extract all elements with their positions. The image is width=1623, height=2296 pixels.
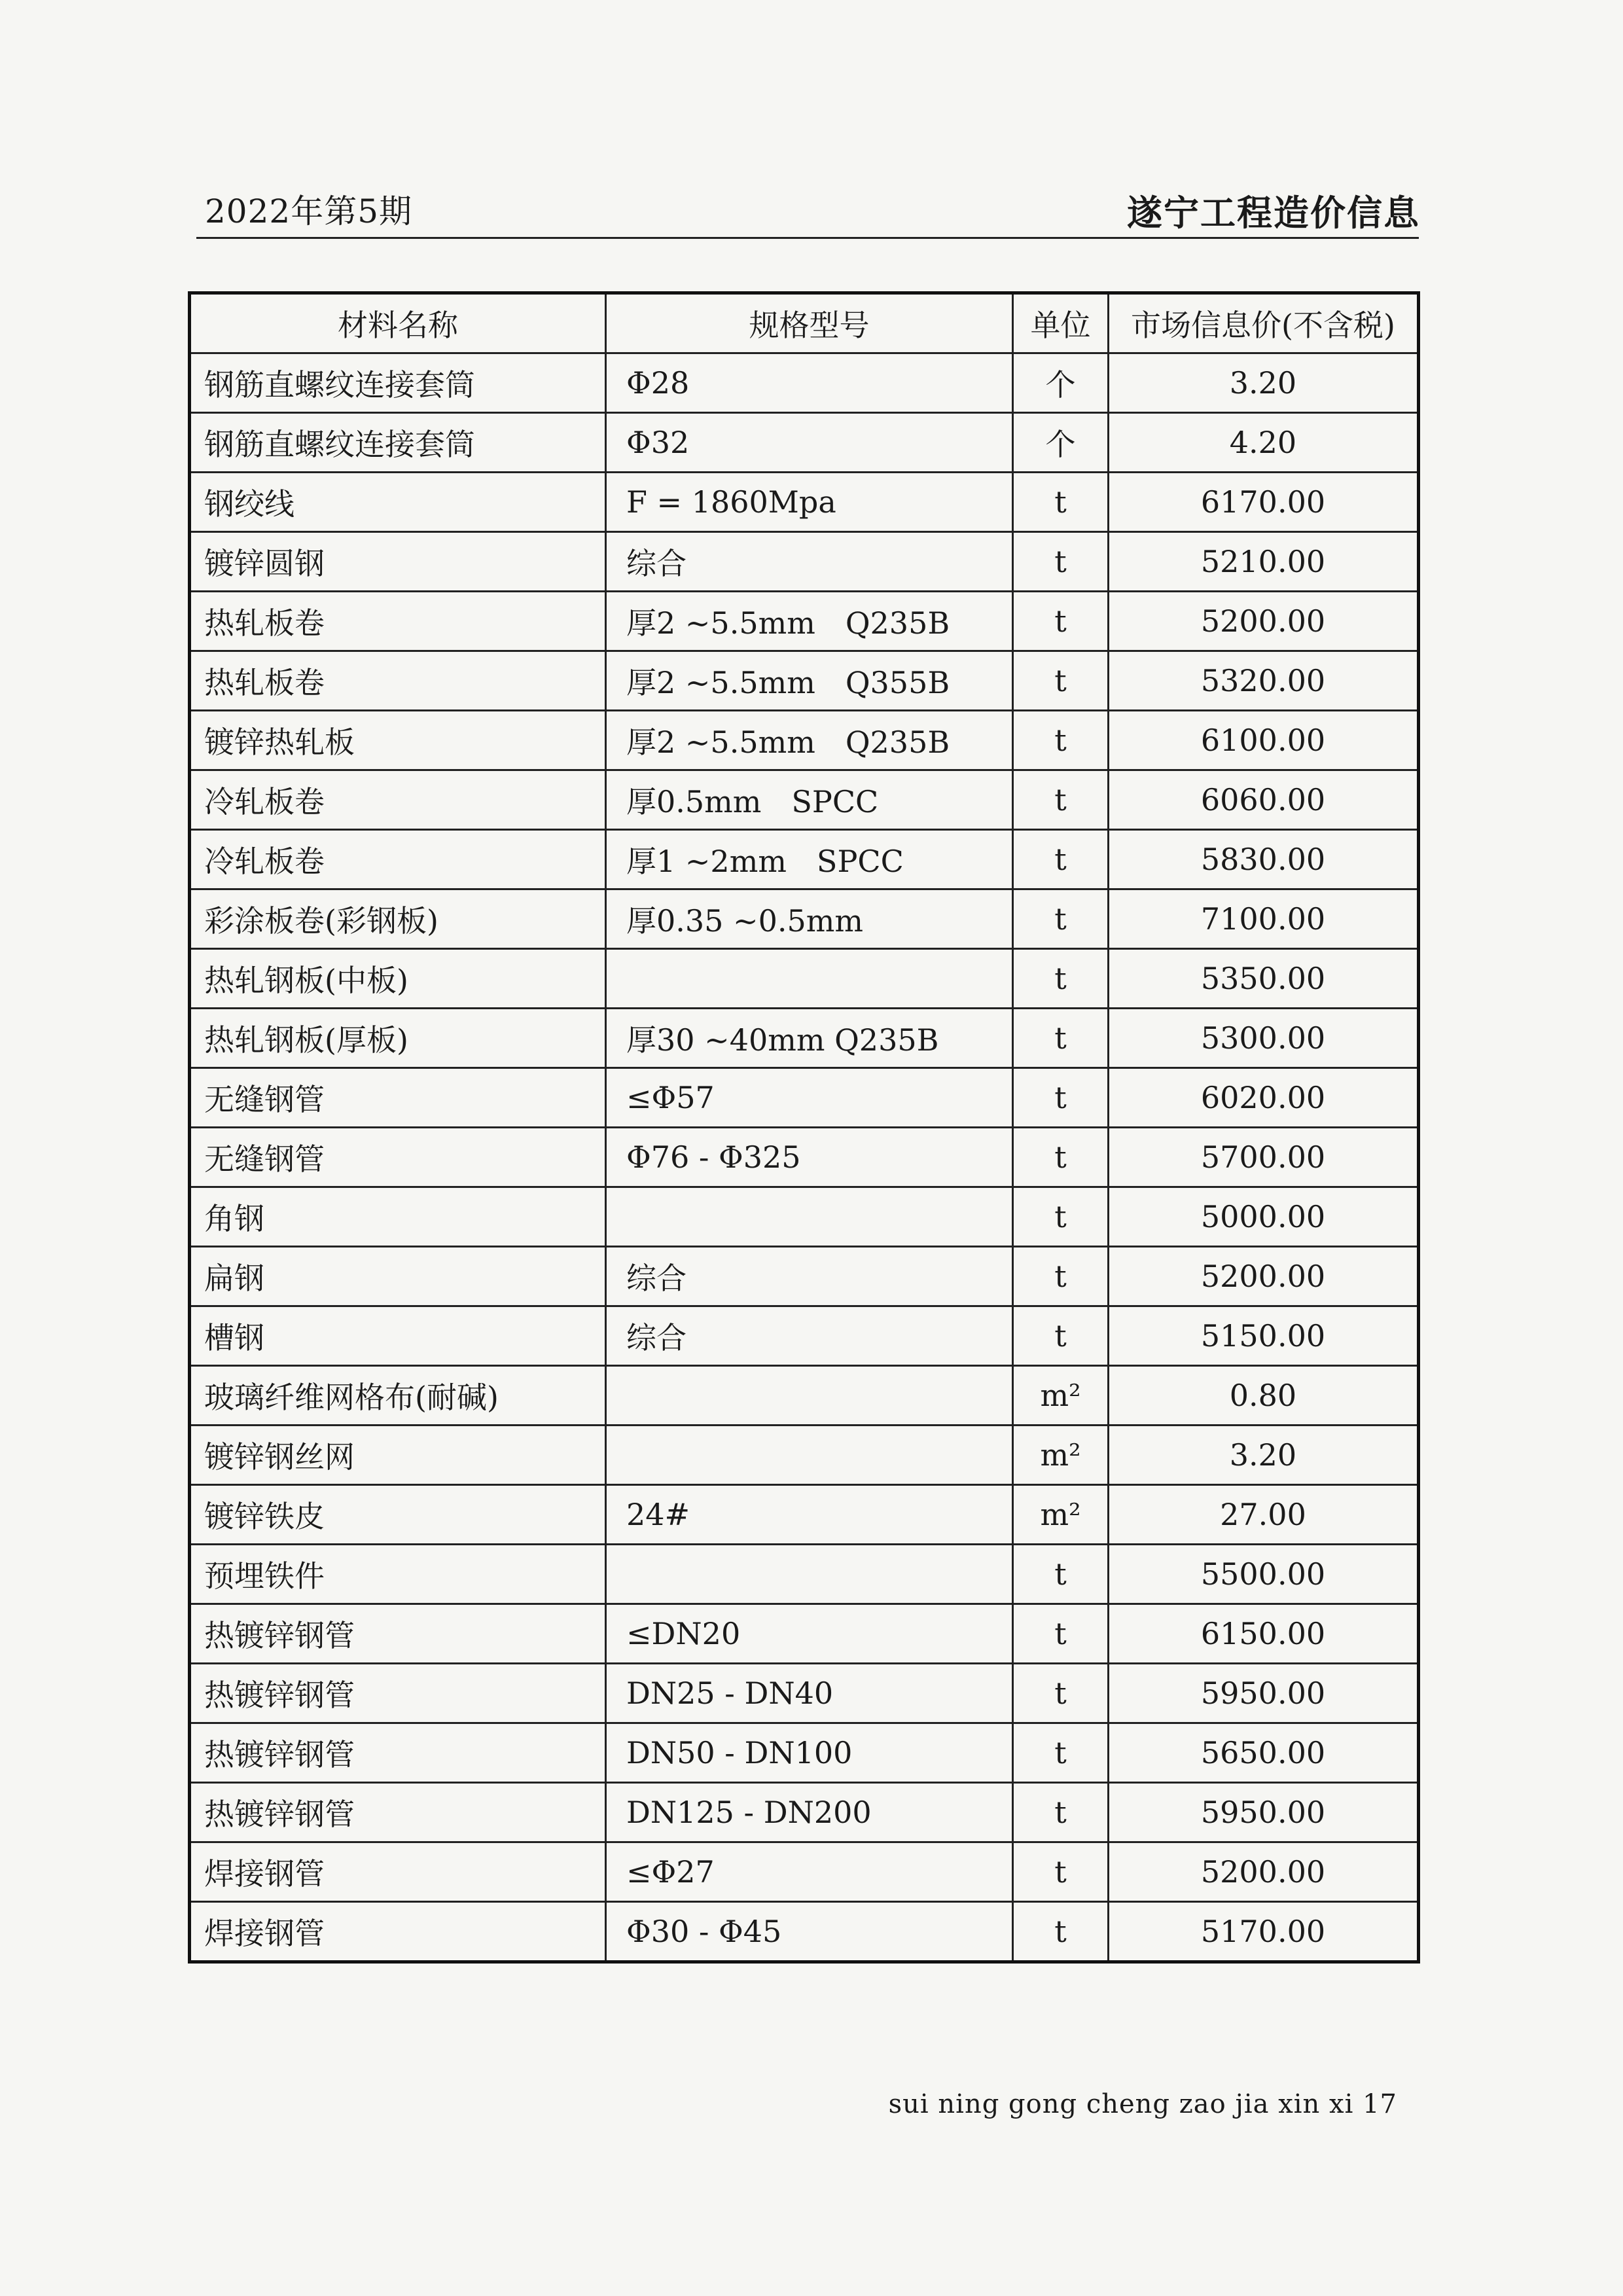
table-row (190, 1247, 1419, 1306)
unit-cell: t (1013, 651, 1109, 711)
material-name-cell: 镀锌热轧板 (190, 711, 606, 770)
material-name-cell: 彩涂板卷(彩钢板) (190, 889, 606, 949)
header-rule (196, 237, 1419, 239)
spec-cell: 厚2 ~5.5mm Q355B (606, 651, 1013, 711)
table-body (190, 353, 1419, 1962)
table-row (190, 770, 1419, 830)
spec-cell: ≤Φ27 (606, 1842, 1013, 1902)
price-cell: 4.20 (1109, 413, 1419, 473)
price-cell: 5830.00 (1109, 830, 1419, 889)
price-cell: 5950.00 (1109, 1783, 1419, 1842)
material-name-cell: 玻璃纤维网格布(耐碱) (190, 1366, 606, 1426)
spec-cell: F = 1860Mpa (606, 473, 1013, 532)
table-row (190, 532, 1419, 592)
price-cell: 5200.00 (1109, 1247, 1419, 1306)
table-row (190, 1128, 1419, 1187)
table-row (190, 473, 1419, 532)
price-cell: 5300.00 (1109, 1009, 1419, 1068)
price-cell: 5200.00 (1109, 592, 1419, 651)
material-name-cell: 镀锌圆钢 (190, 532, 606, 592)
spec-cell (606, 1187, 1013, 1247)
table-row (190, 1723, 1419, 1783)
material-name-cell: 预埋铁件 (190, 1545, 606, 1604)
table-row (190, 889, 1419, 949)
spec-cell: 厚0.5mm SPCC (606, 770, 1013, 830)
unit-cell: t (1013, 1247, 1109, 1306)
spec-cell: Φ32 (606, 413, 1013, 473)
price-table (188, 291, 1420, 1964)
spec-cell: Φ30 - Φ45 (606, 1902, 1013, 1962)
price-cell: 0.80 (1109, 1366, 1419, 1426)
table-row (190, 1009, 1419, 1068)
column-header-name: 材料名称 (190, 293, 606, 353)
unit-cell: 个 (1013, 413, 1109, 473)
unit-cell: t (1013, 1664, 1109, 1723)
material-name-cell: 钢筋直螺纹连接套筒 (190, 413, 606, 473)
price-cell: 6020.00 (1109, 1068, 1419, 1128)
table-row (190, 1068, 1419, 1128)
unit-cell: t (1013, 1306, 1109, 1366)
unit-cell: t (1013, 711, 1109, 770)
price-cell: 5350.00 (1109, 949, 1419, 1009)
price-cell: 3.20 (1109, 1426, 1419, 1485)
price-cell: 6150.00 (1109, 1604, 1419, 1664)
unit-cell: t (1013, 1902, 1109, 1962)
column-header-spec: 规格型号 (606, 293, 1013, 353)
spec-cell: 厚2 ~5.5mm Q235B (606, 592, 1013, 651)
price-cell: 5170.00 (1109, 1902, 1419, 1962)
spec-cell (606, 1426, 1013, 1485)
unit-cell: t (1013, 1723, 1109, 1783)
material-name-cell: 热镀锌钢管 (190, 1604, 606, 1664)
unit-cell: t (1013, 532, 1109, 592)
unit-cell: t (1013, 770, 1109, 830)
spec-cell: 厚2 ~5.5mm Q235B (606, 711, 1013, 770)
table-row (190, 1187, 1419, 1247)
table-row (190, 592, 1419, 651)
unit-cell: t (1013, 830, 1109, 889)
spec-cell: Φ28 (606, 353, 1013, 413)
spec-cell: 厚1 ~2mm SPCC (606, 830, 1013, 889)
price-cell: 5150.00 (1109, 1306, 1419, 1366)
table-header-row (190, 293, 1419, 353)
price-cell: 7100.00 (1109, 889, 1419, 949)
unit-cell: t (1013, 949, 1109, 1009)
table-row (190, 1366, 1419, 1426)
unit-cell: m² (1013, 1366, 1109, 1426)
unit-cell: t (1013, 473, 1109, 532)
material-name-cell: 焊接钢管 (190, 1842, 606, 1902)
material-name-cell: 热轧板卷 (190, 592, 606, 651)
material-name-cell: 镀锌铁皮 (190, 1485, 606, 1545)
unit-cell: m² (1013, 1426, 1109, 1485)
price-cell: 5700.00 (1109, 1128, 1419, 1187)
table-row (190, 1485, 1419, 1545)
material-name-cell: 热镀锌钢管 (190, 1664, 606, 1723)
table-row (190, 711, 1419, 770)
spec-cell: DN25 - DN40 (606, 1664, 1013, 1723)
price-cell: 5950.00 (1109, 1664, 1419, 1723)
spec-cell: 综合 (606, 1247, 1013, 1306)
material-name-cell: 热轧钢板(中板) (190, 949, 606, 1009)
spec-cell: 24# (606, 1485, 1013, 1545)
material-name-cell: 冷轧板卷 (190, 830, 606, 889)
unit-cell: t (1013, 1545, 1109, 1604)
material-name-cell: 扁钢 (190, 1247, 606, 1306)
table-row (190, 949, 1419, 1009)
material-name-cell: 热轧钢板(厚板) (190, 1009, 606, 1068)
material-name-cell: 无缝钢管 (190, 1128, 606, 1187)
table-row (190, 830, 1419, 889)
spec-cell (606, 949, 1013, 1009)
material-name-cell: 焊接钢管 (190, 1902, 606, 1962)
spec-cell: ≤DN20 (606, 1604, 1013, 1664)
table-row (190, 1664, 1419, 1723)
unit-cell: m² (1013, 1485, 1109, 1545)
table-row (190, 1842, 1419, 1902)
price-cell: 5000.00 (1109, 1187, 1419, 1247)
spec-cell: DN125 - DN200 (606, 1783, 1013, 1842)
table-row (190, 413, 1419, 473)
material-name-cell: 热镀锌钢管 (190, 1723, 606, 1783)
table-row (190, 353, 1419, 413)
spec-cell: DN50 - DN100 (606, 1723, 1013, 1783)
price-cell: 5200.00 (1109, 1842, 1419, 1902)
page-footer: sui ning gong cheng zao jia xin xi 17 (888, 2089, 1397, 2119)
price-cell: 6170.00 (1109, 473, 1419, 532)
table-row (190, 1902, 1419, 1962)
unit-cell: t (1013, 1068, 1109, 1128)
table-row (190, 1426, 1419, 1485)
material-name-cell: 热轧板卷 (190, 651, 606, 711)
table-row (190, 651, 1419, 711)
unit-cell: t (1013, 1842, 1109, 1902)
unit-cell: t (1013, 592, 1109, 651)
unit-cell: t (1013, 1604, 1109, 1664)
price-cell: 5650.00 (1109, 1723, 1419, 1783)
column-header-price: 市场信息价(不含税) (1109, 293, 1419, 353)
table-row (190, 1604, 1419, 1664)
price-cell: 5500.00 (1109, 1545, 1419, 1604)
table-row (190, 1783, 1419, 1842)
unit-cell: t (1013, 889, 1109, 949)
issue-label: 2022年第5期 (205, 192, 413, 230)
price-cell: 5320.00 (1109, 651, 1419, 711)
unit-cell: t (1013, 1009, 1109, 1068)
spec-cell: 厚0.35 ~0.5mm (606, 889, 1013, 949)
material-name-cell: 槽钢 (190, 1306, 606, 1366)
spec-cell: Φ76 - Φ325 (606, 1128, 1013, 1187)
spec-cell: 综合 (606, 532, 1013, 592)
material-name-cell: 钢筋直螺纹连接套筒 (190, 353, 606, 413)
price-cell: 6060.00 (1109, 770, 1419, 830)
material-name-cell: 角钢 (190, 1187, 606, 1247)
spec-cell: 厚30 ~40mm Q235B (606, 1009, 1013, 1068)
publication-title: 遂宁工程造价信息 (1127, 192, 1420, 234)
price-cell: 6100.00 (1109, 711, 1419, 770)
table-row (190, 1545, 1419, 1604)
spec-cell: ≤Φ57 (606, 1068, 1013, 1128)
table-row (190, 1306, 1419, 1366)
material-name-cell: 冷轧板卷 (190, 770, 606, 830)
material-name-cell: 热镀锌钢管 (190, 1783, 606, 1842)
column-header-unit: 单位 (1013, 293, 1109, 353)
spec-cell (606, 1366, 1013, 1426)
unit-cell: t (1013, 1187, 1109, 1247)
unit-cell: t (1013, 1128, 1109, 1187)
material-name-cell: 钢绞线 (190, 473, 606, 532)
unit-cell: t (1013, 1783, 1109, 1842)
price-cell: 5210.00 (1109, 532, 1419, 592)
price-cell: 3.20 (1109, 353, 1419, 413)
material-name-cell: 镀锌钢丝网 (190, 1426, 606, 1485)
unit-cell: 个 (1013, 353, 1109, 413)
price-cell: 27.00 (1109, 1485, 1419, 1545)
material-name-cell: 无缝钢管 (190, 1068, 606, 1128)
spec-cell: 综合 (606, 1306, 1013, 1366)
spec-cell (606, 1545, 1013, 1604)
